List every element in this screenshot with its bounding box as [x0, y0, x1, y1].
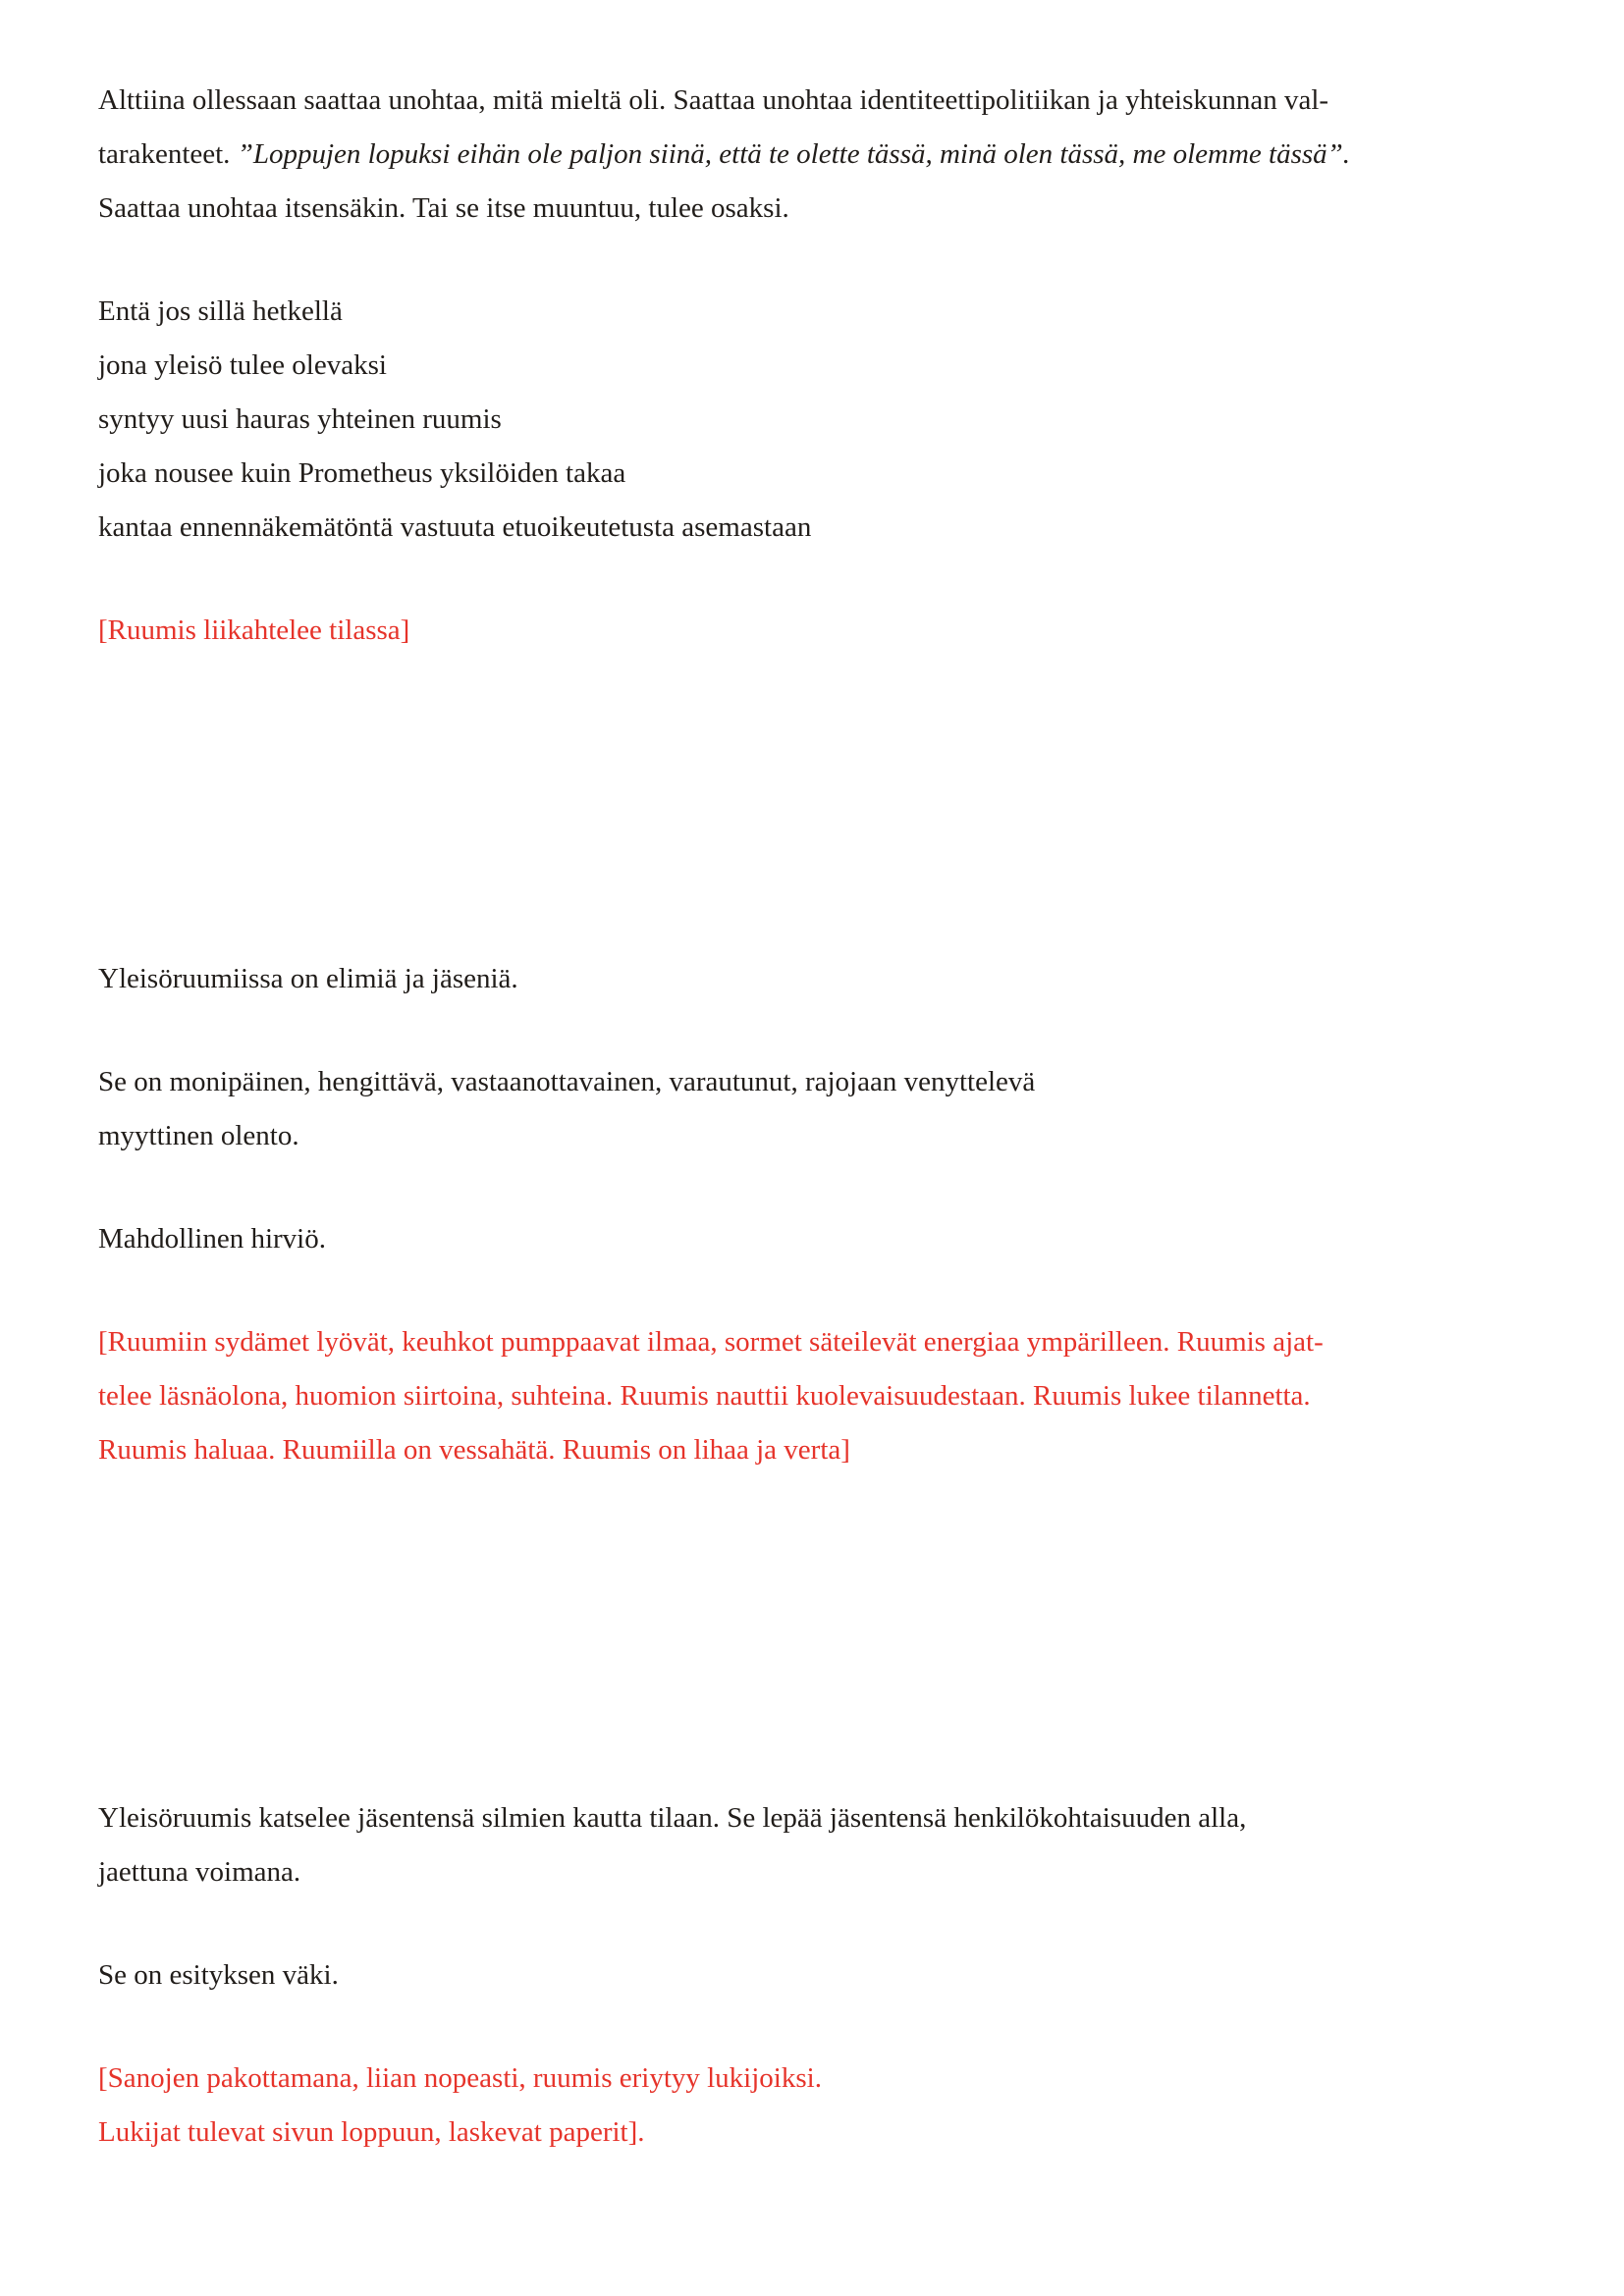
body-paragraph-4 [98, 1791, 1536, 1899]
text-line: Ruumis haluaa. Ruumiilla on vessahätä. Ruumis on lihaa ja verta] [98, 1434, 850, 1466]
stage-direction-1 [98, 604, 1536, 658]
text-line: [Ruumis liikahtelee tilassa] [98, 614, 410, 646]
intro-paragraph [98, 74, 1536, 236]
text-run: tarakenteet. [98, 138, 238, 170]
text-line: Se on monipäinen, hengittävä, vastaanottavainen, varautunut, rajojaan venyttelevä [98, 1066, 1036, 1097]
text-line: joka nousee kuin Prometheus yksilöiden takaa [98, 457, 626, 489]
text-line: Alttiina ollessaan saattaa unohtaa, mitä mieltä oli. Saattaa unohtaa identiteettipolitiikan ja yhteiskunnan val- [98, 84, 1329, 116]
body-paragraph-5 [98, 1949, 1536, 2002]
text-line: [Ruumiin sydämet lyövät, keuhkot pumppaavat ilmaa, sormet säteilevät energiaa ympärilleen. Ruumis ajat- [98, 1326, 1324, 1358]
text-line: Yleisöruumiissa on elimiä ja jäseniä. [98, 963, 518, 994]
quote-italic-run: ”Loppujen lopuksi eihän ole paljon siinä, että te olette tässä, minä olen tässä, me olemme tässä”. [237, 138, 1351, 170]
text-line: Entä jos sillä hetkellä [98, 295, 343, 327]
text-line: kantaa ennennäkemätöntä vastuuta etuoikeutetusta asemastaan [98, 511, 812, 543]
stanza-paragraph [98, 285, 1536, 555]
text-line: Lukijat tulevat sivun loppuun, laskevat paperit]. [98, 2116, 645, 2148]
stage-direction-3 [98, 2052, 1536, 2160]
text-line: syntyy uusi hauras yhteinen ruumis [98, 403, 502, 435]
text-line: jaettuna voimana. [98, 1856, 301, 1888]
text-line: [Sanojen pakottamana, liian nopeasti, ruumis eriytyy lukijoiksi. [98, 2062, 822, 2094]
text-line: Se on esityksen väki. [98, 1959, 339, 1991]
text-line: telee läsnäolona, huomion siirtoina, suhteina. Ruumis nauttii kuolevaisuudestaan. Ruumis lukee tilannetta. [98, 1380, 1311, 1412]
text-line: Mahdollinen hirviö. [98, 1223, 326, 1255]
stage-direction-2 [98, 1315, 1536, 1477]
body-paragraph-3 [98, 1212, 1536, 1266]
text-line: Yleisöruumis katselee jäsentensä silmien kautta tilaan. Se lepää jäsentensä henkilökohtaisuuden alla, [98, 1802, 1247, 1834]
text-line: jona yleisö tulee olevaksi [98, 349, 387, 381]
text-line [98, 128, 1536, 182]
body-paragraph-1 [98, 952, 1536, 1006]
text-line: Saattaa unohtaa itsensäkin. Tai se itse muuntuu, tulee osaksi. [98, 192, 789, 224]
text-line: myyttinen olento. [98, 1120, 299, 1151]
body-paragraph-2 [98, 1055, 1536, 1163]
